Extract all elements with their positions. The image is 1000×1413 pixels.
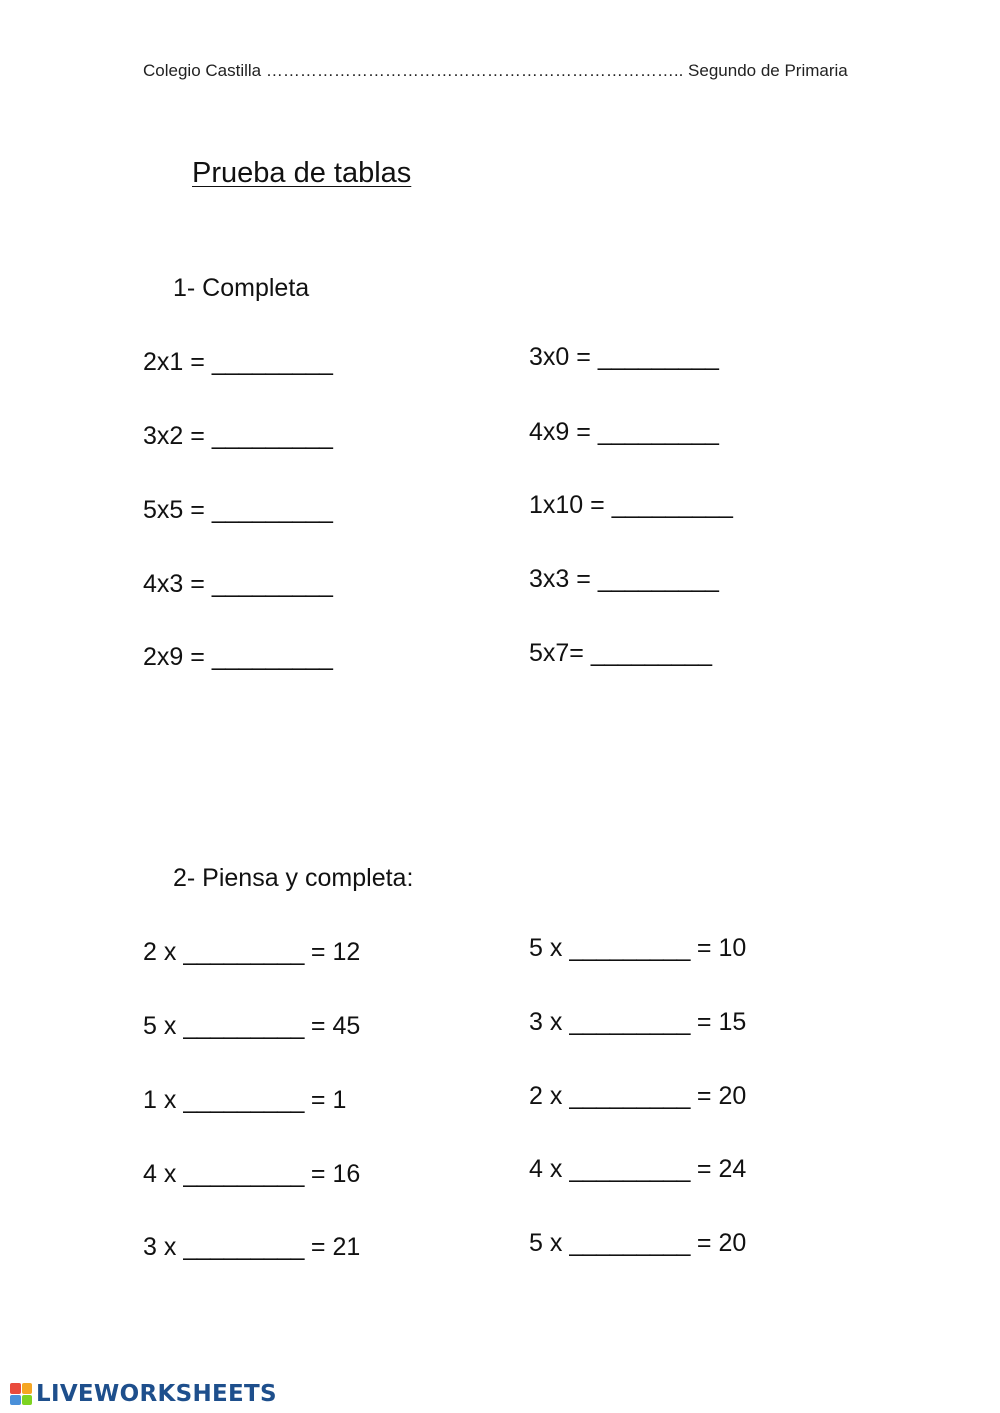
result: = 12 <box>310 938 361 966</box>
result: = 1 <box>310 1086 347 1114</box>
answer-blank[interactable]: _________ <box>611 491 733 519</box>
exercise-2-right-2 <box>529 1008 746 1037</box>
exercise-1-left-3 <box>143 496 332 525</box>
answer-blank[interactable]: _________ <box>183 1012 304 1040</box>
header-dots: ……………………………………………………………….. <box>265 61 684 80</box>
answer-blank[interactable]: _________ <box>597 343 719 371</box>
expression: 4x9 = <box>529 418 591 446</box>
result: = 16 <box>310 1160 361 1188</box>
answer-blank[interactable]: _________ <box>569 1008 690 1036</box>
answer-blank[interactable]: _________ <box>183 938 304 966</box>
expression: 1x10 = <box>529 491 605 519</box>
answer-blank[interactable]: _________ <box>183 1086 304 1114</box>
answer-blank[interactable]: _________ <box>597 418 719 446</box>
exercise-2-left-3 <box>143 1086 346 1115</box>
exercise-2-left-1 <box>143 938 360 967</box>
exercise-1-right-1 <box>529 343 718 372</box>
answer-blank[interactable]: _________ <box>569 934 690 962</box>
liveworksheets-logo-icon <box>10 1383 32 1405</box>
answer-blank[interactable]: _________ <box>597 565 719 593</box>
expression: 2 x <box>143 938 177 966</box>
answer-blank[interactable]: _________ <box>569 1229 690 1257</box>
exercise-2-left-2 <box>143 1012 360 1041</box>
expression: 3x2 = <box>143 422 205 450</box>
exercise-1-left-1 <box>143 348 332 377</box>
logo-text: LIVEWORKSHEETS <box>36 1381 277 1407</box>
liveworksheets-logo[interactable] <box>10 1381 277 1407</box>
section-2-heading: 2- Piensa y completa: <box>173 864 414 892</box>
expression: 5 x <box>143 1012 177 1040</box>
exercise-1-right-4 <box>529 565 718 594</box>
expression: 2 x <box>529 1082 563 1110</box>
expression: 5 x <box>529 1229 563 1257</box>
expression: 5 x <box>529 934 563 962</box>
exercise-2-right-5 <box>529 1229 746 1258</box>
result: = 10 <box>696 934 747 962</box>
answer-blank[interactable]: _________ <box>183 1233 304 1261</box>
exercise-1-right-3 <box>529 491 732 520</box>
expression: 3 x <box>529 1008 563 1036</box>
exercise-1-left-4 <box>143 570 332 599</box>
result: = 20 <box>696 1229 747 1257</box>
result: = 45 <box>310 1012 361 1040</box>
section-1-heading: 1- Completa <box>173 274 310 302</box>
exercise-2-left-5 <box>143 1233 360 1262</box>
exercise-1-left-2 <box>143 422 332 451</box>
expression: 2x1 = <box>143 348 205 376</box>
page-title: Prueba de tablas <box>192 157 412 189</box>
logo-square-2 <box>22 1383 33 1394</box>
school-name: Colegio Castilla <box>143 61 262 80</box>
answer-blank[interactable]: _________ <box>211 643 333 671</box>
expression: 3x0 = <box>529 343 591 371</box>
logo-square-4 <box>22 1395 33 1406</box>
expression: 4 x <box>143 1160 177 1188</box>
expression: 3 x <box>143 1233 177 1261</box>
result: = 21 <box>310 1233 361 1261</box>
answer-blank[interactable]: _________ <box>211 496 333 524</box>
expression: 4x3 = <box>143 570 205 598</box>
exercise-2-left-4 <box>143 1160 360 1189</box>
answer-blank[interactable]: _________ <box>183 1160 304 1188</box>
page-header <box>143 61 848 81</box>
expression: 1 x <box>143 1086 177 1114</box>
exercise-1-right-2 <box>529 418 718 447</box>
exercise-2-right-1 <box>529 934 746 963</box>
answer-blank[interactable]: _________ <box>211 422 333 450</box>
result: = 24 <box>696 1155 747 1183</box>
answer-blank[interactable]: _________ <box>590 639 712 667</box>
expression: 4 x <box>529 1155 563 1183</box>
answer-blank[interactable]: _________ <box>569 1155 690 1183</box>
exercise-1-right-5 <box>529 639 712 668</box>
exercise-2-right-3 <box>529 1082 746 1111</box>
logo-square-1 <box>10 1383 21 1394</box>
expression: 3x3 = <box>529 565 591 593</box>
answer-blank[interactable]: _________ <box>569 1082 690 1110</box>
answer-blank[interactable]: _________ <box>211 348 333 376</box>
exercise-2-right-4 <box>529 1155 746 1184</box>
result: = 20 <box>696 1082 747 1110</box>
grade-label: Segundo de Primaria <box>688 61 848 80</box>
expression: 5x5 = <box>143 496 205 524</box>
logo-square-3 <box>10 1395 21 1406</box>
expression: 2x9 = <box>143 643 205 671</box>
result: = 15 <box>696 1008 747 1036</box>
exercise-1-left-5 <box>143 643 332 672</box>
expression: 5x7= <box>529 639 584 667</box>
answer-blank[interactable]: _________ <box>211 570 333 598</box>
